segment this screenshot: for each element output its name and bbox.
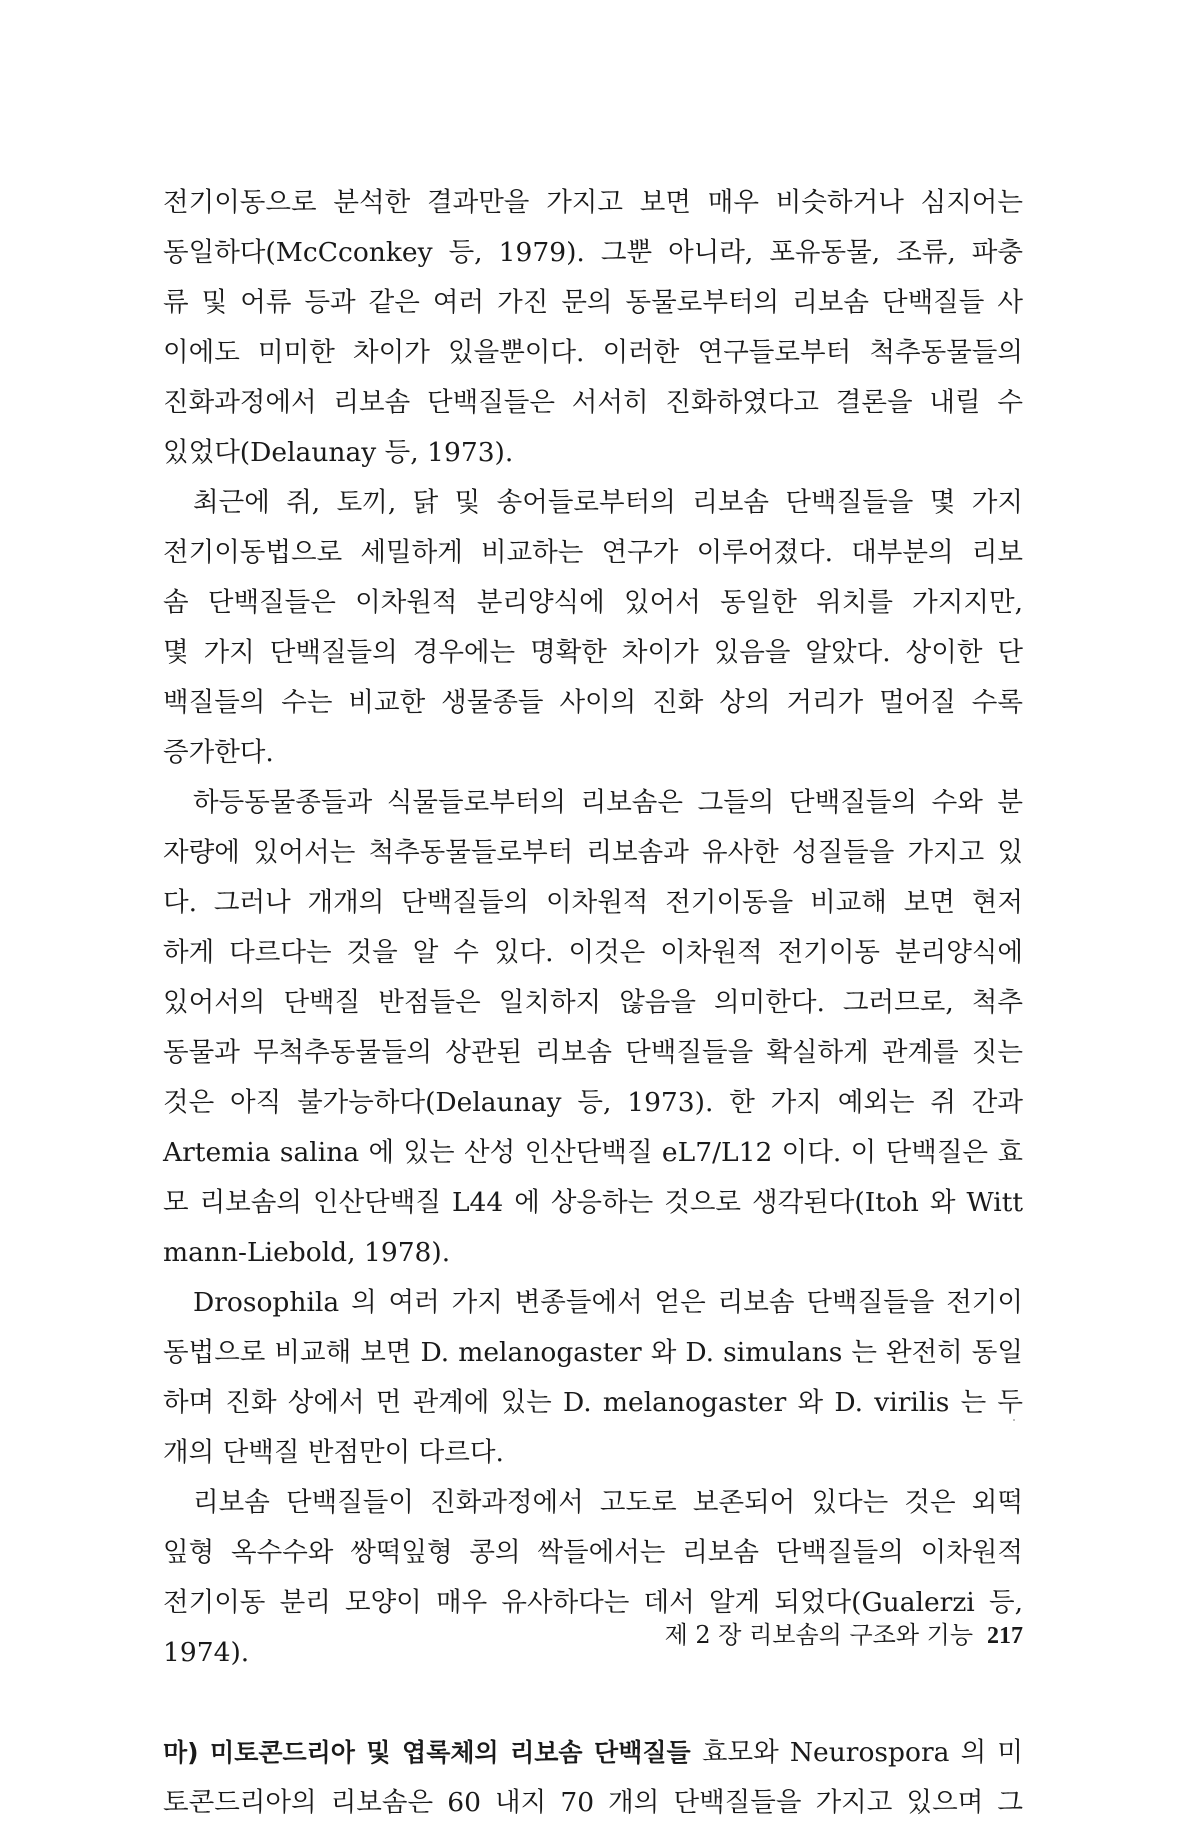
text-line: 것은 아직 불가능하다(Delaunay 등, 1973). 한 가지 예외는 쥐 간과 — [163, 1087, 1023, 1118]
text-line: 이에도 미미한 차이가 있을뿐이다. 이러한 연구들로부터 척추동물들의 — [163, 337, 1023, 368]
text-line: 다. 그러나 개개의 단백질들의 이차원적 전기이동을 비교해 보면 현저 — [163, 887, 1023, 918]
text-line: 전기이동 분리 모양이 매우 유사하다는 데서 알게 되었다(Gualerzi 등, — [163, 1587, 1023, 1618]
page-number: 217 — [987, 1623, 1023, 1649]
text-line: Artemia salina 에 있는 산성 인산단백질 eL7/L12 이다. 이 단백질은 효 — [163, 1137, 1023, 1168]
text-line: 토콘드리아의 리보솜은 60 내지 70 개의 단백질들을 가지고 있으며 그 — [163, 1787, 1023, 1818]
text-line: mann-Liebold, 1978). — [163, 1237, 451, 1268]
text-line: 몇 가지 단백질들의 경우에는 명확한 차이가 있음을 알았다. 상이한 단 — [163, 637, 1023, 668]
text-line: 잎형 옥수수와 쌍떡잎형 콩의 싹들에서는 리보솜 단백질들의 이차원적 — [163, 1537, 1023, 1568]
text-line: 하며 진화 상에서 먼 관계에 있는 D. melanogaster 와 D. virilis 는 두 — [163, 1387, 1023, 1418]
text-line: 동법으로 비교해 보면 D. melanogaster 와 D. simulans 는 완전히 동일 — [163, 1337, 1023, 1368]
paragraph-3 — [163, 778, 1023, 1278]
text-line: 동물과 무척추동물들의 상관된 리보솜 단백질들을 확실하게 관계를 짓는 — [163, 1037, 1023, 1068]
text-line: 최근에 쥐, 토끼, 닭 및 송어들로부터의 리보솜 단백질들을 몇 가지 — [193, 487, 1023, 518]
section-spacer — [163, 1678, 1023, 1728]
section-heading: 마) 미토콘드리아 및 엽록체의 리보솜 단백질들 — [163, 1738, 691, 1767]
body-text — [163, 178, 1023, 1828]
scan-speck — [1013, 1419, 1015, 1421]
running-footer-chapter: 제 2 장 리보솜의 구조와 기능 — [664, 1621, 973, 1649]
section-text-run: 효모와 Neurospora 의 미 — [701, 1737, 1024, 1768]
text-line: 있었다(Delaunay 등, 1973). — [163, 437, 514, 468]
text-line: 개의 단백질 반점만이 다르다. — [163, 1437, 504, 1468]
paragraph-2 — [163, 478, 1023, 778]
text-line: 1974). — [163, 1637, 250, 1668]
text-line — [163, 1728, 1023, 1778]
text-line: 전기이동법으로 세밀하게 비교하는 연구가 이루어졌다. 대부분의 리보 — [163, 537, 1023, 568]
section-mitochondria — [163, 1728, 1023, 1828]
page-footer — [590, 1615, 1023, 1656]
text-line: 전기이동으로 분석한 결과만을 가지고 보면 매우 비슷하거나 심지어는 — [163, 187, 1023, 218]
text-line: Drosophila 의 여러 가지 변종들에서 얻은 리보솜 단백질들을 전기이 — [193, 1287, 1023, 1318]
paragraph-1 — [163, 178, 1023, 478]
text-line: 하게 다르다는 것을 알 수 있다. 이것은 이차원적 전기이동 분리양식에 — [163, 937, 1023, 968]
text-line: 백질들의 수는 비교한 생물종들 사이의 진화 상의 거리가 멀어질 수록 — [163, 687, 1023, 718]
text-line: 진화과정에서 리보솜 단백질들은 서서히 진화하였다고 결론을 내릴 수 — [163, 387, 1023, 418]
text-line: 모 리보솜의 인산단백질 L44 에 상응하는 것으로 생각된다(Itoh 와 Witt — [163, 1187, 1023, 1218]
paragraph-4 — [163, 1278, 1023, 1478]
text-line: 있어서의 단백질 반점들은 일치하지 않음을 의미한다. 그러므로, 척추 — [163, 987, 1023, 1018]
text-line: 솜 단백질들은 이차원적 분리양식에 있어서 동일한 위치를 가지지만, — [163, 587, 1023, 618]
text-line: 자량에 있어서는 척추동물들로부터 리보솜과 유사한 성질들을 가지고 있 — [163, 837, 1023, 868]
text-line: 동일하다(McCconkey 등, 1979). 그뿐 아니라, 포유동물, 조류, 파충 — [163, 237, 1023, 268]
text-line: 증가한다. — [163, 737, 274, 768]
text-line: 류 및 어류 등과 같은 여러 가진 문의 동물로부터의 리보솜 단백질들 사 — [163, 287, 1023, 318]
text-line: 리보솜 단백질들이 진화과정에서 고도로 보존되어 있다는 것은 외떡 — [193, 1487, 1023, 1518]
text-line: 하등동물종들과 식물들로부터의 리보솜은 그들의 단백질들의 수와 분 — [193, 787, 1023, 818]
